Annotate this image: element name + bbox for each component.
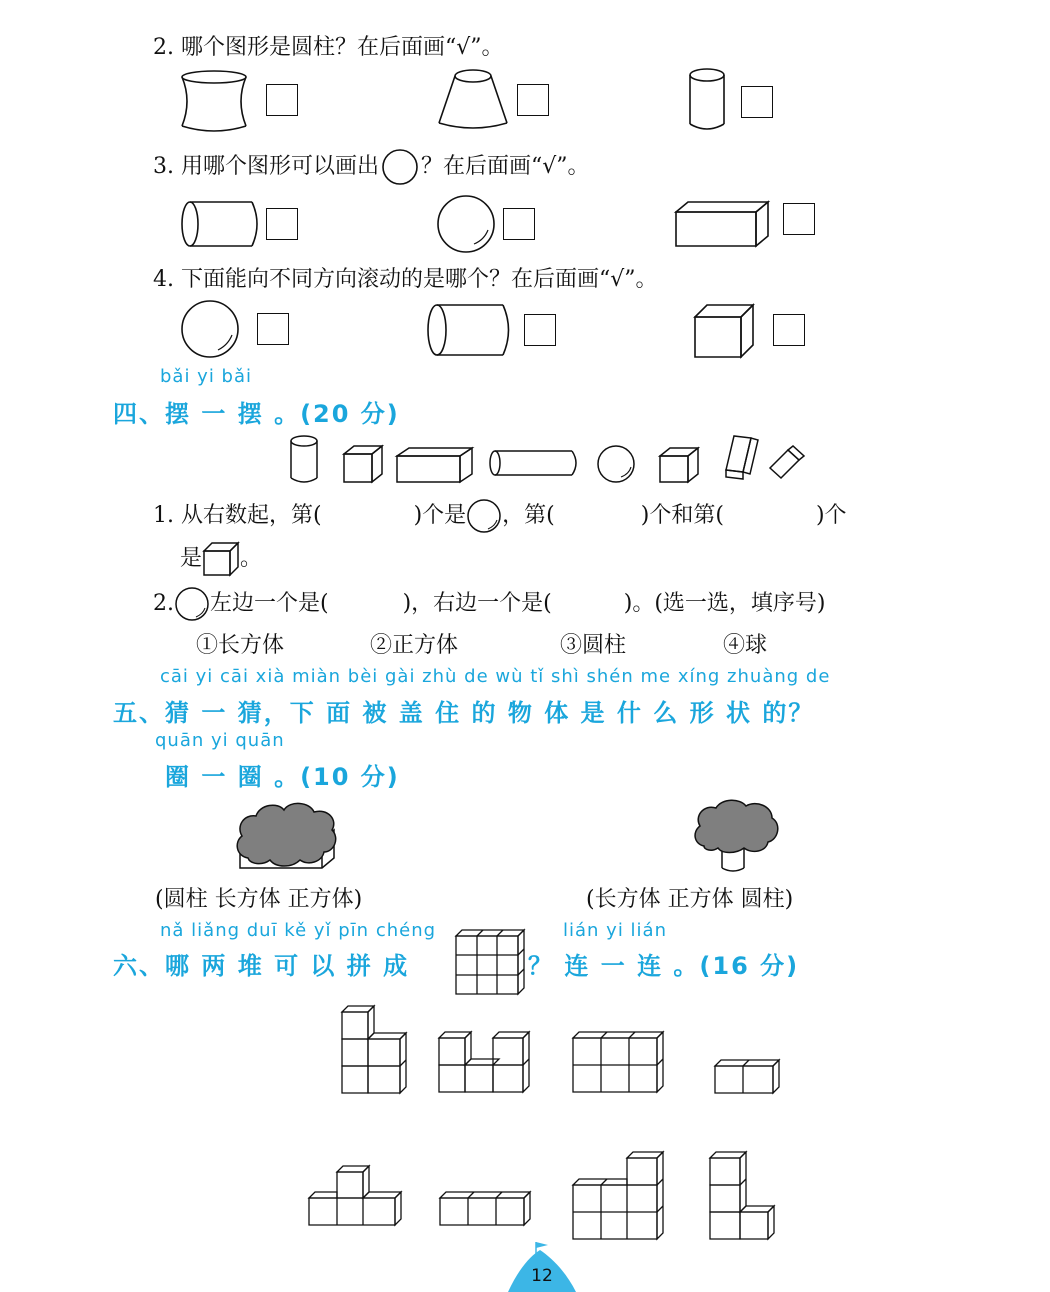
question-3-part-b: ？在后面画“√”。 <box>420 154 590 179</box>
cube-stack-6[interactable] <box>438 1190 534 1228</box>
answer-box[interactable] <box>517 84 549 116</box>
cube-stack-5[interactable] <box>307 1164 405 1228</box>
q1-part-c: ，第( <box>502 503 555 528</box>
covered-object-left <box>234 796 340 876</box>
sphere-figure <box>180 300 242 358</box>
concave-drum-figure <box>180 70 252 132</box>
option-2: ②正方体 <box>370 633 459 658</box>
answer-box[interactable] <box>257 313 289 345</box>
cloud-cover <box>695 800 778 852</box>
option-3: ③圆柱 <box>560 633 627 658</box>
question-2-text: 2. 哪个图形是圆柱？在后面画“√”。 <box>153 35 504 60</box>
page-number: 12 <box>531 1266 553 1286</box>
section-6-title-b: ？ 连 一 连 。(16 分) <box>528 952 800 980</box>
question-3-part-a: 3. 用哪个图形可以画出 <box>153 154 379 179</box>
answer-box[interactable] <box>741 86 773 118</box>
sphere-icon <box>174 586 210 622</box>
row-tilted-cuboid <box>770 446 804 478</box>
q1-part-e: )个 <box>815 503 847 528</box>
choices-left[interactable]: (圆柱 长方体 正方体) <box>155 887 363 912</box>
question-3-text <box>153 148 590 186</box>
answer-box[interactable] <box>783 203 815 235</box>
section-5-title-2: 圈 一 圈 。(10 分) <box>165 763 400 791</box>
q2-part-d: )。(选一选，填序号) <box>623 591 826 616</box>
circle-icon <box>381 148 419 186</box>
q1-part-d: )个和第( <box>640 503 724 528</box>
cuboid-figure <box>674 200 770 248</box>
q1-part-f: 是 <box>180 546 203 571</box>
option-1: ①长方体 <box>196 633 285 658</box>
q2-part-a: 2. <box>153 591 174 616</box>
cube-stack-2[interactable] <box>437 1030 533 1096</box>
section-6-pinyin-b: lián yi lián <box>563 920 667 941</box>
section-5-pinyin-1: cāi yi cāi xià miàn bèi gài zhù de wù tǐ shì shén me xíng zhuàng de <box>160 666 831 687</box>
answer-box[interactable] <box>524 314 556 346</box>
target-cube-stack <box>454 928 526 996</box>
shape-row <box>288 432 808 486</box>
sphere-figure <box>436 196 498 252</box>
sphere-icon <box>466 498 502 534</box>
section-4-pinyin: bǎi yi bǎi <box>160 366 253 387</box>
answer-box[interactable] <box>503 208 535 240</box>
section-4-question-1-line-2 <box>180 541 262 577</box>
cube-stack-4[interactable] <box>713 1058 783 1096</box>
q1-part-b: )个是 <box>413 503 467 528</box>
lying-cylinder-figure <box>180 200 262 248</box>
row-cube-2 <box>660 448 698 482</box>
row-cube-1 <box>344 446 382 482</box>
cloud-cover <box>237 803 336 866</box>
cube-stack-3[interactable] <box>571 1030 667 1096</box>
cube-stack-8[interactable] <box>708 1150 778 1242</box>
row-sphere <box>598 446 634 482</box>
section-5-pinyin-2: quān yi quān <box>155 730 285 751</box>
section-6-pinyin-a: nǎ liǎng duī kě yǐ pīn chéng <box>160 920 437 941</box>
covered-object-right <box>692 796 780 876</box>
answer-box[interactable] <box>773 314 805 346</box>
cube-figure <box>693 303 755 359</box>
cylinder-figure <box>688 68 728 132</box>
question-4-text: 4. 下面能向不同方向滚动的是哪个？在后面画“√”。 <box>153 267 658 292</box>
option-4: ④球 <box>723 633 768 658</box>
row-cylinder <box>291 436 317 482</box>
row-lying-cylinder <box>490 451 576 475</box>
frustum-figure <box>437 68 509 130</box>
choices-right[interactable]: (长方体 正方体 圆柱) <box>586 887 794 912</box>
lying-cylinder-figure <box>426 303 514 357</box>
section-4-question-2 <box>153 586 826 622</box>
row-standing-cuboid <box>726 436 758 479</box>
q1-part-a: 1. 从右数起，第( <box>153 503 322 528</box>
q2-part-b: 左边一个是( <box>210 591 329 616</box>
cube-stack-1[interactable] <box>340 1004 410 1096</box>
section-4-title: 四、摆 一 摆 。(20 分) <box>113 400 400 428</box>
section-6-title-a: 六、哪 两 堆 可 以 拼 成 <box>113 952 410 980</box>
row-cuboid <box>397 448 472 482</box>
section-5-title-1: 五、猜 一 猜，下 面 被 盖 住 的 物 体 是 什 么 形 状 的？ <box>113 699 815 727</box>
q2-part-c: )，右边一个是( <box>402 591 552 616</box>
cube-stack-7[interactable] <box>571 1150 667 1242</box>
q1-part-g: 。 <box>240 546 263 571</box>
section-4-question-1 <box>153 498 847 534</box>
answer-box[interactable] <box>266 208 298 240</box>
cube-icon <box>202 541 240 577</box>
answer-box[interactable] <box>266 84 298 116</box>
